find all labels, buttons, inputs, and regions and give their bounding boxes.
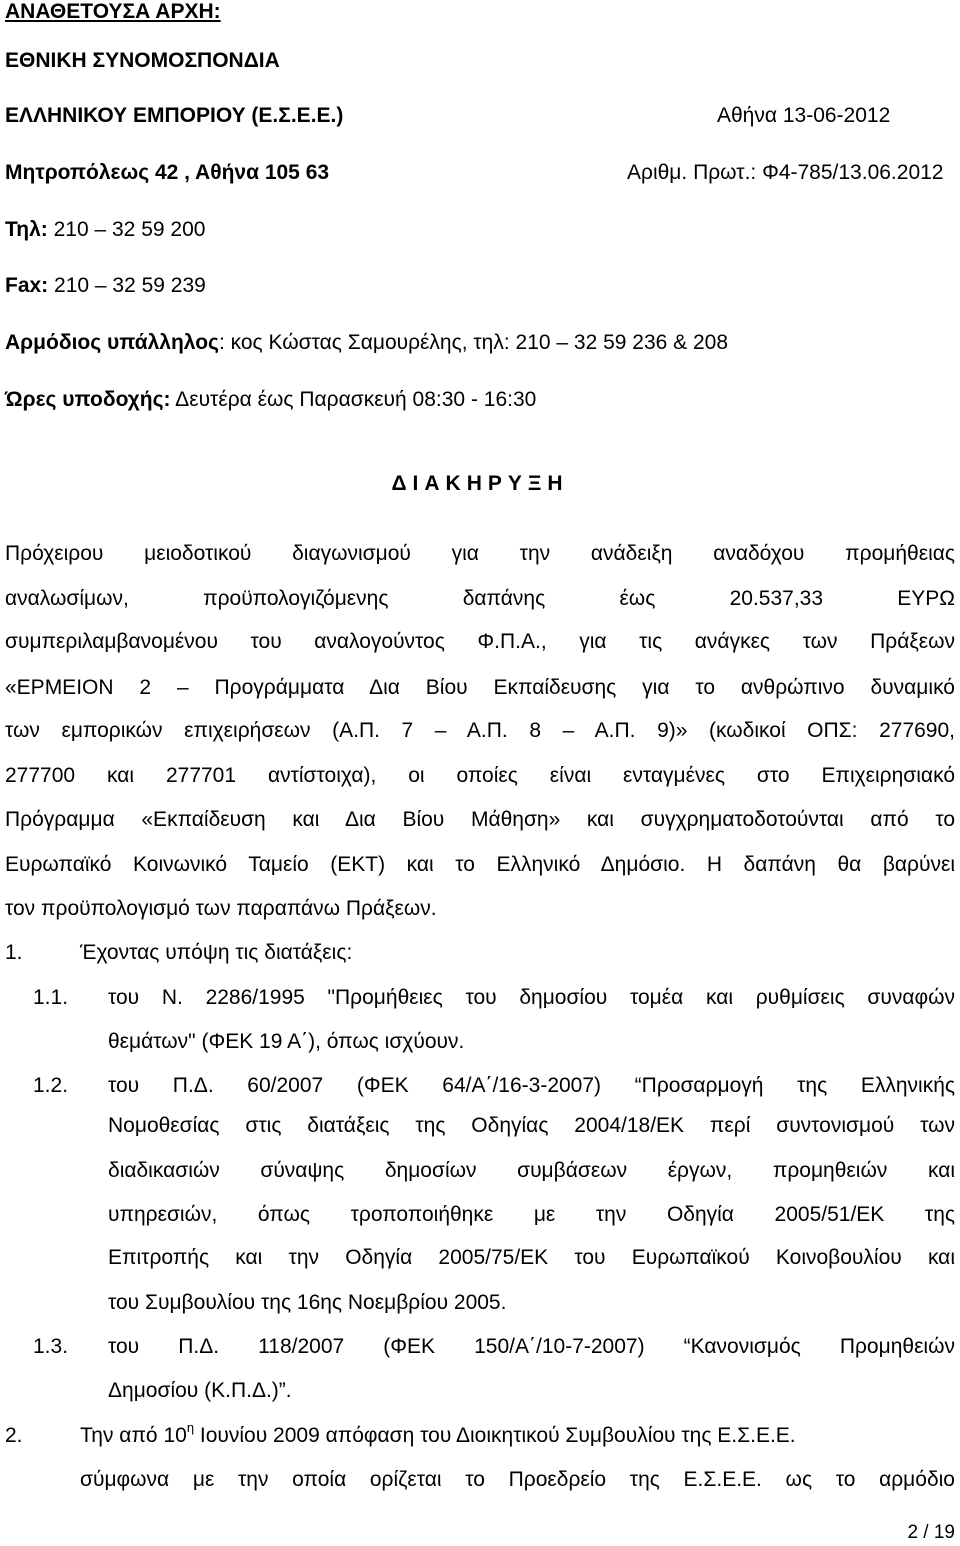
- intro-line-8: Ευρωπαϊκό Κοινωνικό Ταμείο (ΕΚΤ) και το Ελληνικό Δημόσιο. Η δαπάνη θα βαρύνει: [5, 853, 955, 876]
- intro-line-9: τον προϋπολογισμό των παραπάνω Πράξεων.: [5, 897, 437, 920]
- intro-line-4: «ΕΡΜΕΙΟΝ 2 – Προγράμματα Δια Βίου Εκπαίδευσης για το ανθρώπινο δυναμικό: [5, 676, 955, 699]
- item-number: 2.: [5, 1424, 23, 1447]
- item-text: του Π.Δ. 118/2007 (ΦΕΚ 150/Α΄/10-7-2007) “Κανονισμός Προμηθειών: [108, 1335, 955, 1358]
- intro-line-6: 277700 και 277701 αντίστοιχα), οι οποίες είναι ενταγμένες στο Επιχειρησιακό: [5, 764, 955, 787]
- authority-label: ΑΝΑΘΕΤΟΥΣΑ ΑΡΧΗ:: [5, 0, 221, 23]
- fax-line: Fax: 210 – 32 59 239: [5, 274, 206, 297]
- item-number: 1.3.: [33, 1335, 69, 1358]
- item-text: Νομοθεσίας στις διατάξεις της Οδηγίας 2004/18/ΕΚ περί συντονισμού των: [108, 1114, 955, 1137]
- item-text: θεμάτων" (ΦΕΚ 19 Α΄), όπως ισχύουν.: [108, 1030, 465, 1053]
- hours-line: Ώρες υποδοχής: Δευτέρα έως Παρασκευή 08:30 - 16:30: [5, 388, 537, 411]
- intro-line-2: αναλωσίμων, προϋπολογιζόμενης δαπάνης έως 20.537,33 ΕΥΡΩ: [5, 587, 955, 610]
- intro-line-7: Πρόγραμμα «Εκπαίδευση και Δια Βίου Μάθηση» και συγχρηματοδοτούνται από το: [5, 808, 955, 831]
- page-number: 2 / 19: [907, 1522, 955, 1543]
- item-text: υπηρεσιών, όπως τροποποιήθηκε με την Οδηγία 2005/51/ΕΚ της: [108, 1203, 955, 1226]
- protocol-number: Αριθμ. Πρωτ.: Φ4-785/13.06.2012: [627, 161, 944, 184]
- org-name-line2: ΕΛΛΗΝΙΚΟΥ ΕΜΠΟΡΙΟΥ (Ε.Σ.Ε.Ε.): [5, 104, 344, 127]
- item-text: Δημοσίου (Κ.Π.Δ.)”.: [108, 1379, 292, 1402]
- item-text: του Π.Δ. 60/2007 (ΦΕΚ 64/Α΄/16-3-2007) “Προσαρμογή της Ελληνικής: [108, 1074, 955, 1097]
- intro-line-1: Πρόχειρου μειοδοτικού διαγωνισμού για την ανάδειξη αναδόχου προμήθειας: [5, 542, 955, 565]
- item-number: 1.1.: [33, 986, 69, 1009]
- item-number: 1.2.: [33, 1074, 69, 1097]
- officer-line: Αρμόδιος υπάλληλος: κος Κώστας Σαμουρέλης, τηλ: 210 – 32 59 236 & 208: [5, 331, 729, 354]
- item-text: Έχοντας υπόψη τις διατάξεις:: [80, 941, 353, 964]
- item-text: του Ν. 2286/1995 "Προμήθειες του δημοσίου τομέα και ρυθμίσεις συναφών: [108, 986, 955, 1009]
- document-title: ΔΙΑΚΗΡΥΞΗ: [391, 472, 569, 495]
- intro-line-5: των εμπορικών επιχειρήσεων (Α.Π. 7 – Α.Π. 8 – Α.Π. 9)» (κωδικοί ΟΠΣ: 277690,: [5, 719, 955, 742]
- org-address: Μητροπόλεως 42 , Αθήνα 105 63: [5, 161, 330, 184]
- item-text: Την από $10^\eta$ Ιουνίου 2009 απόφαση του Διοικητικού Συμβουλίου της Ε.Σ.Ε.Ε.: [80, 1420, 796, 1447]
- item-text: διαδικασιών σύναψης δημοσίων συμβάσεων έργων, προμηθειών και: [108, 1159, 955, 1182]
- item-text: σύμφωνα με την οποία ορίζεται το Προεδρείο της Ε.Σ.Ε.Ε. ως το αρμόδιο: [80, 1468, 955, 1491]
- tel-line: Τηλ: 210 – 32 59 200: [5, 218, 206, 241]
- item-text: Επιτροπής και την Οδηγία 2005/75/ΕΚ του Ευρωπαϊκού Κοινοβουλίου και: [108, 1246, 955, 1269]
- org-name-line1: ΕΘΝΙΚΗ ΣΥΝΟΜΟΣΠΟΝΔΙΑ: [5, 49, 280, 72]
- document-date: Αθήνα 13-06-2012: [717, 104, 891, 127]
- item-text: του Συμβουλίου της 16ης Νοεμβρίου 2005.: [108, 1291, 507, 1314]
- item-number: 1.: [5, 941, 23, 964]
- intro-line-3: συμπεριλαμβανομένου του αναλογούντος Φ.Π.Α., για τις ανάγκες των Πράξεων: [5, 630, 955, 653]
